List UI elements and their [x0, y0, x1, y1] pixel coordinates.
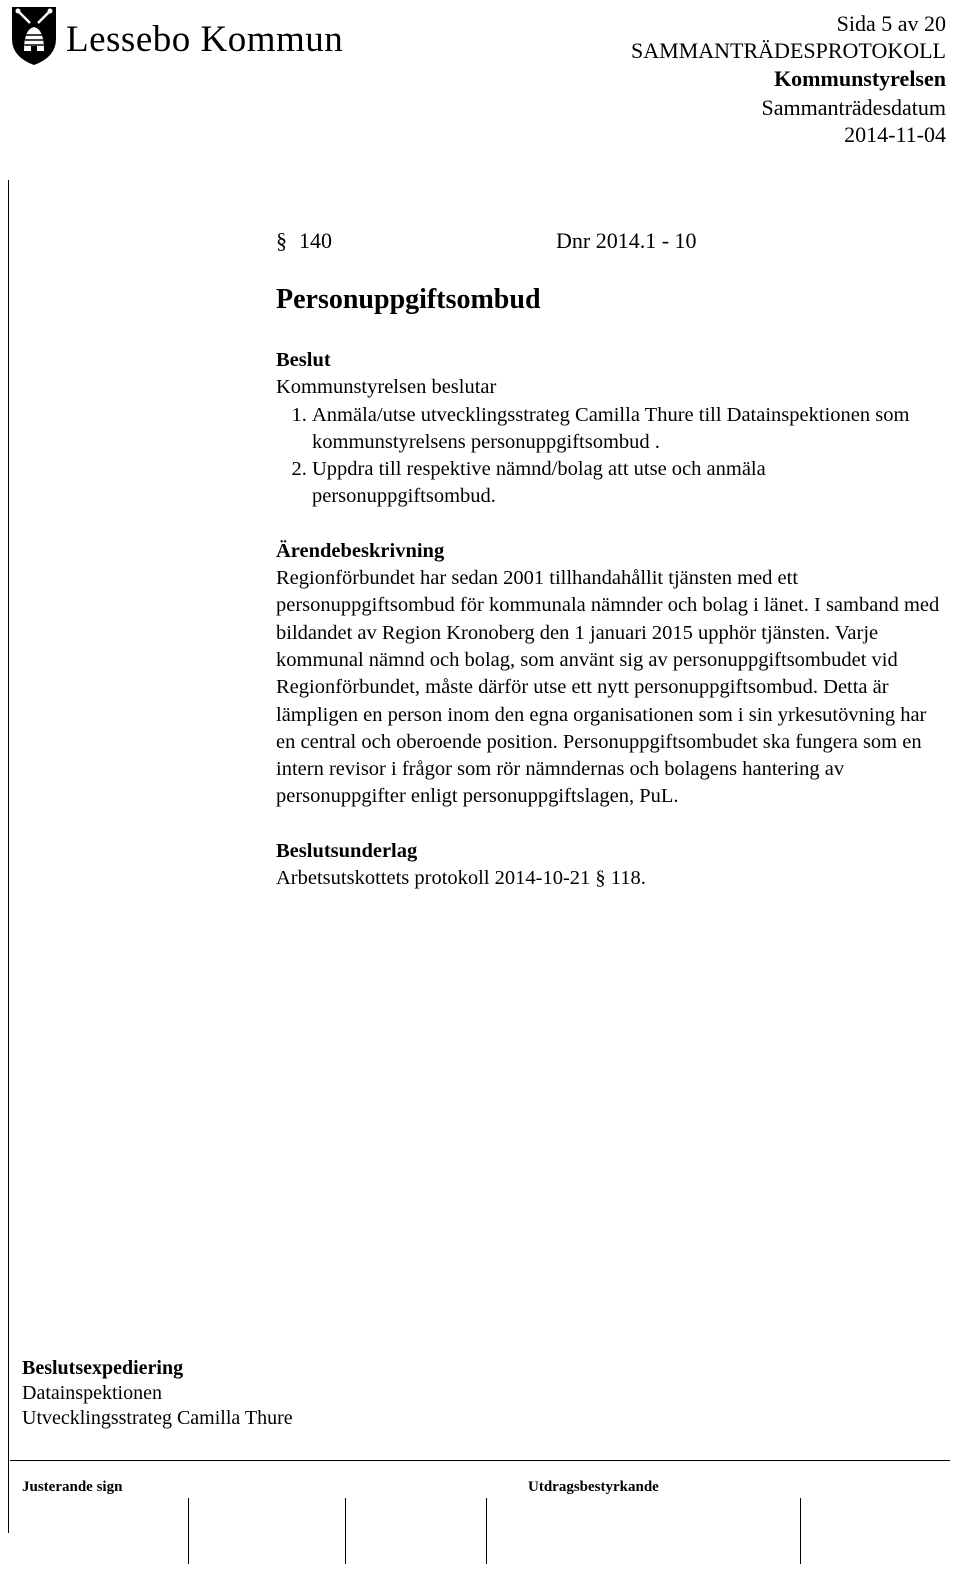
page-number: Sida 5 av 20: [836, 11, 946, 36]
signature-box-divider: [188, 1498, 189, 1564]
signature-box-divider: [800, 1498, 801, 1564]
beslut-intro: Kommunstyrelsen beslutar: [276, 376, 497, 399]
committee-name: Kommunstyrelsen: [774, 66, 946, 91]
coat-of-arms-logo: [10, 5, 58, 67]
case-number: Dnr 2014.1 - 10: [556, 228, 697, 253]
recipient: Utvecklingsstrateg Camilla Thure: [22, 1407, 293, 1429]
paragraph-number: [276, 228, 332, 254]
logo-wordmark: Lessebo Kommun: [66, 19, 344, 60]
utdragsbestyrkande-label: Utdragsbestyrkande: [528, 1479, 659, 1495]
beslut-item: 1. Anmäla/utse utvecklingsstrateg Camilla Thure till Datainspektionen som kommunstyrelsens personuppgiftsombud .: [312, 402, 941, 457]
meeting-date-label: Sammanträdesdatum: [761, 95, 946, 120]
beslutsexpediering: [22, 1356, 293, 1431]
main-content: [276, 347, 941, 892]
footer-divider: [10, 1460, 950, 1461]
recipient: Datainspektionen: [22, 1382, 162, 1404]
signature-box-divider: [486, 1498, 487, 1564]
beslutsunderlag-text: Arbetsutskottets protokoll 2014-10-21 § 118.: [276, 867, 646, 890]
paragraph-symbol: §: [276, 228, 287, 253]
beslutsexpediering-heading: Beslutsexpediering: [22, 1357, 184, 1379]
document-type: SAMMANTRÄDESPROTOKOLL: [631, 38, 946, 63]
beslut-heading: Beslut: [276, 349, 331, 371]
beslut-list: [276, 402, 941, 511]
beslut-item: 2. Uppdra till respektive nämnd/bolag att utse och anmäla personuppgiftsombud.: [312, 456, 941, 511]
beslutsunderlag-heading: Beslutsunderlag: [276, 839, 418, 862]
paragraph-number-value: 140: [299, 228, 332, 253]
meeting-date: 2014-11-04: [844, 122, 946, 147]
section-title: Personuppgiftsombud: [276, 284, 541, 315]
arendebeskrivning-heading: Ärendebeskrivning: [276, 539, 445, 562]
signature-box-divider: [345, 1498, 346, 1564]
justerande-sign-label: Justerande sign: [22, 1479, 123, 1495]
margin-line: [8, 180, 9, 1533]
arendebeskrivning-text: Regionförbundet har sedan 2001 tillhandahållit tjänsten med ett personuppgiftsombud för kommunala nämnder och bolag i länet. I samband med bildandet av Region Kronoberg den 1 januari 2015 upphör tjänsten. Varje kommunal nämnd och bolag, som använt sig av personuppgiftsombudet vid Regionförbundet, måste därför utse ett nytt personuppgiftsombud. Detta är lämpligen en person inom den egna organisationen som i sin yrkesutövning har en central och oberoende position. Personuppgiftsombudet ska fungera som en intern revisor i frågor som rör nämndernas och bolagens hantering av personuppgifter enligt personuppgiftslagen, PuL.: [276, 567, 940, 808]
